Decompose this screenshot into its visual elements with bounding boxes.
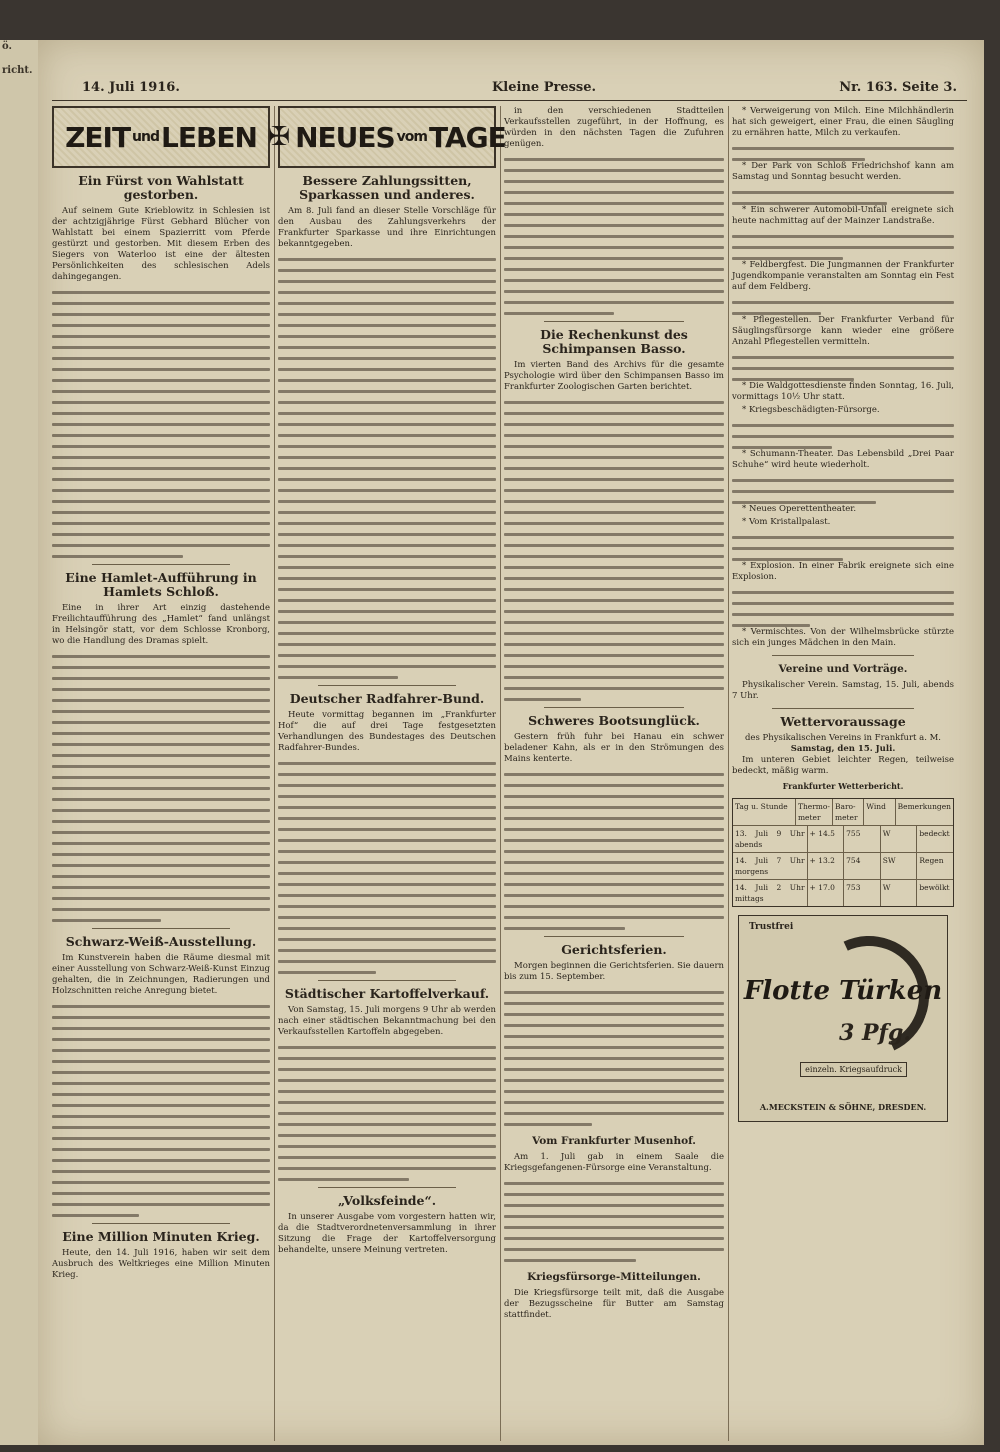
table-row <box>733 852 953 879</box>
article-headline: Bessere Zahlungssitten, Sparkassen und anderes. <box>299 173 475 202</box>
article-text-continuation <box>278 1046 496 1181</box>
prev-page-fragment: richt. <box>2 65 33 76</box>
article-text-continuation <box>504 1182 724 1262</box>
column-4 <box>732 106 954 1441</box>
article-text: Im Kunstverein haben die Räume diesmal mit einer Ausstellung von Schwarz-Weiß-Kunst Einzug gehalten, die in Zeichnungen, Radierungen und Holzschnitten reiche Anregung bietet. <box>52 953 270 996</box>
table-cell: 754 <box>843 853 880 879</box>
table-header-row <box>733 799 953 825</box>
article-headline: Eine Hamlet-Aufführung in Hamlets Schloß. <box>65 570 257 599</box>
table-row <box>733 825 953 852</box>
article-text: Von Samstag, 15. Juli morgens 9 Uhr ab werden nach einer städtischen Bekanntmachung bei den Verkaufsstellen Kartoffeln abgegeben. <box>278 1005 496 1037</box>
issue-number: Nr. 163. Seite 3. <box>839 80 957 95</box>
article-text-continuation <box>732 301 954 315</box>
news-item: Physikalischer Verein. Samstag, 15. Juli, abends 7 Uhr. <box>732 680 954 701</box>
forecast-date: Samstag, den 15. Juli. <box>790 744 896 754</box>
newspaper-page <box>38 40 984 1445</box>
article-text-continuation <box>52 1005 270 1217</box>
article-text: in den verschiedenen Stadtteilen Verkaufsstellen zugeführt, in der Hoffnung, es würden in den nächsten Tagen die Zufuhren genügen. <box>504 106 724 149</box>
column-rule <box>500 106 501 1441</box>
column-2 <box>268 106 506 1441</box>
table-cell: bewölkt <box>916 880 953 906</box>
masthead-zeit-und-leben <box>52 106 270 168</box>
weather-table-title: Frankfurter Wetterbericht. <box>782 781 904 791</box>
table-header-cell: Tag u. Stunde <box>735 802 788 811</box>
page-header <box>52 78 967 101</box>
issue-date: 14. Juli 1916. <box>82 80 180 95</box>
article-headline: Gerichtsferien. <box>561 942 667 957</box>
article-headline: Städtischer Kartoffelverkauf. <box>284 986 490 1001</box>
ad-brand: Flotte Türken <box>743 976 943 1006</box>
article-headline: Vom Frankfurter Musenhof. <box>532 1135 696 1147</box>
weather-table <box>732 798 954 907</box>
news-item: * Pflegestellen. Der Frankfurter Verband für Säuglingsfürsorge kann wieder eine größere Anzahl Pflegestellen vermitteln. <box>732 315 954 347</box>
article-text-continuation <box>504 158 724 315</box>
article-headline: Ein Fürst von Wahlstatt gestorben. <box>78 173 244 202</box>
cigarette-advertisement <box>738 915 948 1122</box>
article-text-continuation <box>732 591 954 627</box>
ad-price: 3 Pfg. <box>838 1020 911 1046</box>
news-item: * Verweigerung von Milch. Eine Milchhändlerin hat sich geweigert, einer Frau, die einen Säugling zu ernähren hatte, Milch zu verkaufen. <box>732 106 954 138</box>
article-text: Eine in ihrer Art einzig dastehende Freilichtaufführung des „Hamlet“ fand unlängst in Helsingör statt, vor dem Schlosse Kronborg, wo die Handlung des Dramas spielt. <box>52 603 270 646</box>
table-cell: SW <box>880 853 917 879</box>
previous-page-strip <box>0 40 40 1445</box>
divider <box>92 564 230 565</box>
article-text: Am 8. Juli fand an dieser Stelle Vorschläge für den Ausbau des Zahlungsverkehrs der Frankfurter Sparkasse und ihre Einrichtungen bekanntgegeben. <box>278 206 496 249</box>
article-text-continuation <box>278 258 496 679</box>
eagle-icon: ✠ <box>268 121 290 152</box>
article-text: Heute vormittag begannen im „Frankfurter Hof“ die auf drei Tage festgesetzten Verhandlungen des Bundestages des Deutschen Radfahrer-Bundes. <box>278 710 496 753</box>
divider <box>544 936 684 937</box>
news-item: * Explosion. In einer Fabrik ereignete sich eine Explosion. <box>732 561 954 582</box>
ad-label: Trustfrei <box>749 922 794 932</box>
article-text-continuation <box>52 655 270 922</box>
masthead-word: LEBEN <box>161 120 257 154</box>
article-text-continuation <box>52 291 270 558</box>
masthead-neues-vom-tage <box>268 106 506 168</box>
table-cell: W <box>880 826 917 852</box>
masthead-word: vom <box>396 128 428 145</box>
table-header-cell: Bemerkungen <box>895 799 953 825</box>
column-1 <box>52 106 270 1441</box>
article-text-continuation <box>504 401 724 701</box>
divider <box>772 655 914 656</box>
table-cell: 14. Juli 2 Uhr mittags <box>735 883 805 903</box>
divider <box>318 980 456 981</box>
news-item: * Schumann-Theater. Das Lebensbild „Drei Paar Schuhe“ wird heute wiederholt. <box>732 449 954 470</box>
newspaper-title: Kleine Presse. <box>492 80 597 95</box>
column-3 <box>504 106 724 1441</box>
article-text: Morgen beginnen die Gerichtsferien. Sie dauern bis zum 15. September. <box>504 961 724 982</box>
article-text: Im vierten Band des Archivs für die gesamte Psychologie wird über den Schimpansen Basso im Frankfurter Zoologischen Garten berichtet. <box>504 360 724 392</box>
news-item: * Kriegsbeschädigten-Fürsorge. <box>742 405 880 415</box>
divider <box>318 685 456 686</box>
table-row <box>733 879 953 906</box>
ad-maker: A.MECKSTEIN & SÖHNE, DRESDEN. <box>759 1102 927 1112</box>
article-text: Auf seinem Gute Krieblowitz in Schlesien ist der achtzigjährige Fürst Gebhard Blücher von Wahlstatt bei einem Spazierritt vom Pferde gestürzt und gestorben. Mit diesem Erben des Siegers von Waterloo ist eine der ältesten Persönlichkeiten des schlesischen Adels dahingegangen. <box>52 206 270 282</box>
article-text: Die Kriegsfürsorge teilt mit, daß die Ausgabe der Bezugsscheine für Butter am Samstag stattfindet. <box>504 1288 724 1320</box>
news-item: * Neues Operettentheater. <box>742 504 857 514</box>
table-header-cell: Baro-meter <box>832 799 863 825</box>
masthead-word: NEUES <box>295 120 395 154</box>
article-text-continuation <box>504 773 724 930</box>
article-text-continuation <box>732 479 954 504</box>
column-rule <box>728 106 729 1441</box>
table-cell: + 14.5 <box>807 826 844 852</box>
divider <box>318 1187 456 1188</box>
forecast-source: des Physikalischen Vereins in Frankfurt a. M. <box>744 733 942 743</box>
article-text-continuation <box>504 991 724 1126</box>
table-cell: 14. Juli 7 Uhr morgens <box>735 856 805 876</box>
article-headline: „Volksfeinde“. <box>337 1193 437 1208</box>
news-item: * Feldbergfest. Die Jungmannen der Frankfurter Jugendkompanie veranstalten am Sonntag ein Fest auf dem Feldberg. <box>732 260 954 292</box>
table-cell: 13. Juli 9 Uhr abends <box>735 829 805 849</box>
news-item: * Die Waldgottesdienste finden Sonntag, 16. Juli, vormittags 10½ Uhr statt. <box>732 381 954 402</box>
article-text-continuation <box>732 536 954 561</box>
column-rule <box>274 106 275 1441</box>
table-header-cell: Wind <box>863 799 894 825</box>
article-text-continuation <box>732 147 954 161</box>
article-text-continuation <box>732 356 954 381</box>
ad-note: einzeln. Kriegsaufdruck <box>800 1062 907 1077</box>
article-text: Am 1. Juli gab in einem Saale die Kriegsgefangenen-Fürsorge eine Veranstaltung. <box>504 1152 724 1173</box>
forecast-text: Im unteren Gebiet leichter Regen, teilweise bedeckt, mäßig warm. <box>732 755 954 776</box>
table-cell: 755 <box>843 826 880 852</box>
section-headline: Vereine und Vorträge. <box>778 663 908 675</box>
article-text-continuation <box>732 235 954 260</box>
divider <box>544 321 684 322</box>
news-item: * Vermischtes. Von der Wilhelmsbrücke stürzte sich ein junges Mädchen in den Main. <box>732 627 954 648</box>
news-item: * Vom Kristallpalast. <box>742 517 831 527</box>
article-text: In unserer Ausgabe vom vorgestern hatten wir, da die Stadtverordnetenversammlung in ihrer Sitzung die Frage der Kartoffelversorgung behandelte, unsere Meinung vertreten. <box>278 1212 496 1255</box>
table-cell: bedeckt <box>916 826 953 852</box>
table-header-cell: Thermo-meter <box>795 799 832 825</box>
table-cell: W <box>880 880 917 906</box>
news-item: * Ein schwerer Automobil-Unfall ereignete sich heute nachmittag auf der Mainzer Landstraße. <box>732 205 954 226</box>
article-headline: Eine Million Minuten Krieg. <box>62 1229 260 1244</box>
article-headline: Schweres Bootsunglück. <box>528 713 700 728</box>
news-item: * Der Park von Schloß Friedrichshof kann am Samstag und Sonntag besucht werden. <box>732 161 954 182</box>
masthead-word: und <box>132 128 160 145</box>
article-headline: Die Rechenkunst des Schimpansen Basso. <box>540 327 688 356</box>
article-headline: Schwarz-Weiß-Ausstellung. <box>65 934 257 949</box>
divider <box>772 708 914 709</box>
article-headline: Deutscher Radfahrer-Bund. <box>289 691 485 706</box>
divider <box>544 707 684 708</box>
masthead-word: ZEIT <box>65 120 131 154</box>
article-text-continuation <box>278 762 496 974</box>
article-text: Gestern früh fuhr bei Hanau ein schwer beladener Kahn, als er in den Strömungen des Mains kenterte. <box>504 732 724 764</box>
divider <box>92 1223 230 1224</box>
table-cell: 753 <box>843 880 880 906</box>
article-text: Heute, den 14. Juli 1916, haben wir seit dem Ausbruch des Weltkrieges eine Million Minuten Krieg. <box>52 1248 270 1280</box>
article-text-continuation <box>732 424 954 449</box>
prev-page-fragment: ö. <box>2 41 12 52</box>
article-text-continuation <box>732 191 954 205</box>
table-cell: + 13.2 <box>807 853 844 879</box>
divider <box>92 928 230 929</box>
article-headline: Kriegsfürsorge-Mitteilungen. <box>527 1271 701 1283</box>
table-cell: + 17.0 <box>807 880 844 906</box>
table-cell: Regen <box>916 853 953 879</box>
section-headline: Wettervoraussage <box>780 714 906 729</box>
masthead-word: TAGE <box>429 120 506 154</box>
